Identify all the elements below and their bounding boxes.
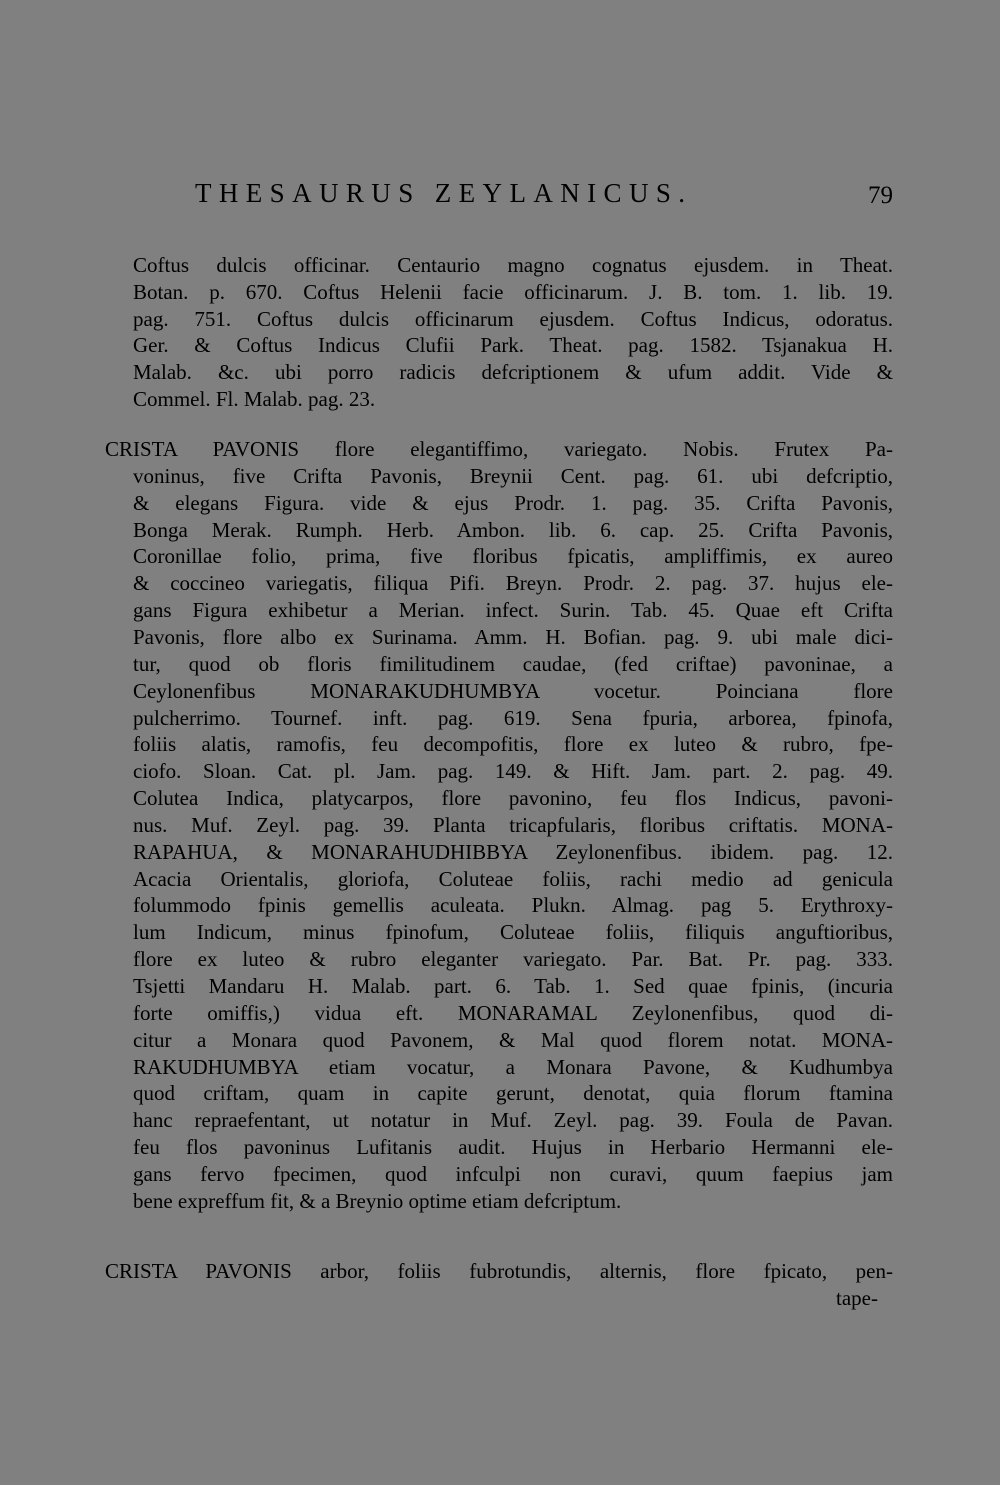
text-line: & coccineo variegatis, filiqua Pifi. Breyn. Prodr. 2. pag. 37. hujus ele- bbox=[133, 571, 893, 596]
text-line: RAPAHUA, & MONARAHUDHIBBYA Zeylonenfibus. ibidem. pag. 12. bbox=[133, 839, 893, 864]
text-line: Tsjetti Mandaru H. Malab. part. 6. Tab. 1. Sed quae fpinis, (incuria bbox=[133, 974, 893, 998]
text-line: Bonga Merak. Rumph. Herb. Ambon. lib. 6. cap. 25. Crifta Pavonis, bbox=[133, 517, 893, 542]
text-line: forte omiffis,) vidua eft. MONARAMAL Zeylonenfibus, quod di- bbox=[133, 1000, 893, 1025]
text-line: bene expreffum fit, & a Breynio optime etiam defcriptum. bbox=[133, 1188, 622, 1213]
text-line: CRISTA PAVONIS arbor, foliis fubrotundis, alternis, flore fpicato, pen- bbox=[105, 1259, 893, 1283]
text-line: tape- bbox=[836, 1286, 878, 1310]
text-line: flore ex luteo & rubro eleganter variegato. Par. Bat. Pr. pag. 333. bbox=[133, 947, 893, 972]
text-line: Coftus dulcis officinar. Centaurio magno cognatus ejusdem. in Theat. bbox=[133, 253, 893, 277]
text-line: Malab. &c. ubi porro radicis defcriptionem & ufum addit. Vide & bbox=[133, 360, 893, 385]
text-line: Botan. p. 670. Coftus Helenii facie officinarum. J. B. tom. 1. lib. 19. bbox=[133, 279, 893, 304]
page-header bbox=[195, 178, 895, 218]
text-line: folummodo fpinis gemellis aculeata. Plukn. Almag. pag 5. Erythroxy- bbox=[133, 893, 893, 918]
text-line: ciofo. Sloan. Cat. pl. Jam. pag. 149. & Hift. Jam. part. 2. pag. 49. bbox=[133, 759, 893, 784]
text-line: RAKUDHUMBYA etiam vocatur, a Monara Pavone, & Kudhumbya bbox=[133, 1054, 893, 1079]
text-line: citur a Monara quod Pavonem, & Mal quod florem notat. MONA- bbox=[133, 1027, 893, 1052]
text-line: gans fervo fpecimen, quod infculpi non curavi, quum faepius jam bbox=[133, 1161, 893, 1186]
text-line: nus. Muf. Zeyl. pag. 39. Planta tricapfularis, floribus criftatis. MONA- bbox=[133, 812, 893, 837]
text-line: quod criftam, quam in capite gerunt, denotat, quia florum ftamina bbox=[133, 1081, 893, 1106]
running-title: THESAURUS ZEYLANICUS. bbox=[195, 178, 693, 208]
page-number: 79 bbox=[868, 182, 893, 209]
text-line: Colutea Indica, platycarpos, flore pavonino, feu flos Indicus, pavoni- bbox=[133, 786, 893, 811]
text-line: CRISTA PAVONIS flore elegantiffimo, variegato. Nobis. Frutex Pa- bbox=[105, 437, 893, 461]
text-line: feu flos pavoninus Lufitanis audit. Hujus in Herbario Hermanni ele- bbox=[133, 1135, 893, 1160]
text-line: pulcherrimo. Tournef. inft. pag. 619. Sena fpuria, arborea, fpinofa, bbox=[133, 705, 893, 730]
text-line: Ceylonenfibus MONARAKUDHUMBYA vocetur. Poinciana flore bbox=[133, 678, 893, 703]
text-line: Commel. Fl. Malab. pag. 23. bbox=[133, 387, 376, 411]
text-line: lum Indicum, minus fpinofum, Coluteae foliis, filiquis anguftioribus, bbox=[133, 920, 893, 945]
text-line: hanc repraefentant, ut notatur in Muf. Zeyl. pag. 39. Foula de Pavan. bbox=[133, 1108, 893, 1133]
text-line: Pavonis, flore albo ex Surinama. Amm. H. Bofian. pag. 9. ubi male dici- bbox=[133, 624, 893, 649]
text-line: gans Figura exhibetur a Merian. infect. Surin. Tab. 45. Quae eft Crifta bbox=[133, 598, 893, 623]
text-line: voninus, five Crifta Pavonis, Breynii Cent. pag. 61. ubi defcriptio, bbox=[133, 463, 893, 488]
text-line: Acacia Orientalis, gloriofa, Coluteae foliis, rachi medio ad genicula bbox=[133, 866, 893, 891]
text-line: pag. 751. Coftus dulcis officinarum ejusdem. Coftus Indicus, odoratus. bbox=[133, 306, 893, 331]
text-line: tur, quod ob floris fimilitudinem caudae, (fed criftae) pavoninae, a bbox=[133, 651, 893, 676]
text-line: & elegans Figura. vide & ejus Prodr. 1. pag. 35. Crifta Pavonis, bbox=[133, 490, 893, 515]
text-line: foliis alatis, ramofis, feu decompofitis, flore ex luteo & rubro, fpe- bbox=[133, 732, 893, 757]
text-line: Ger. & Coftus Indicus Clufii Park. Theat. pag. 1582. Tsjanakua H. bbox=[133, 333, 893, 358]
text-line: Coronillae folio, prima, five floribus fpicatis, ampliffimis, ex aureo bbox=[133, 544, 893, 569]
